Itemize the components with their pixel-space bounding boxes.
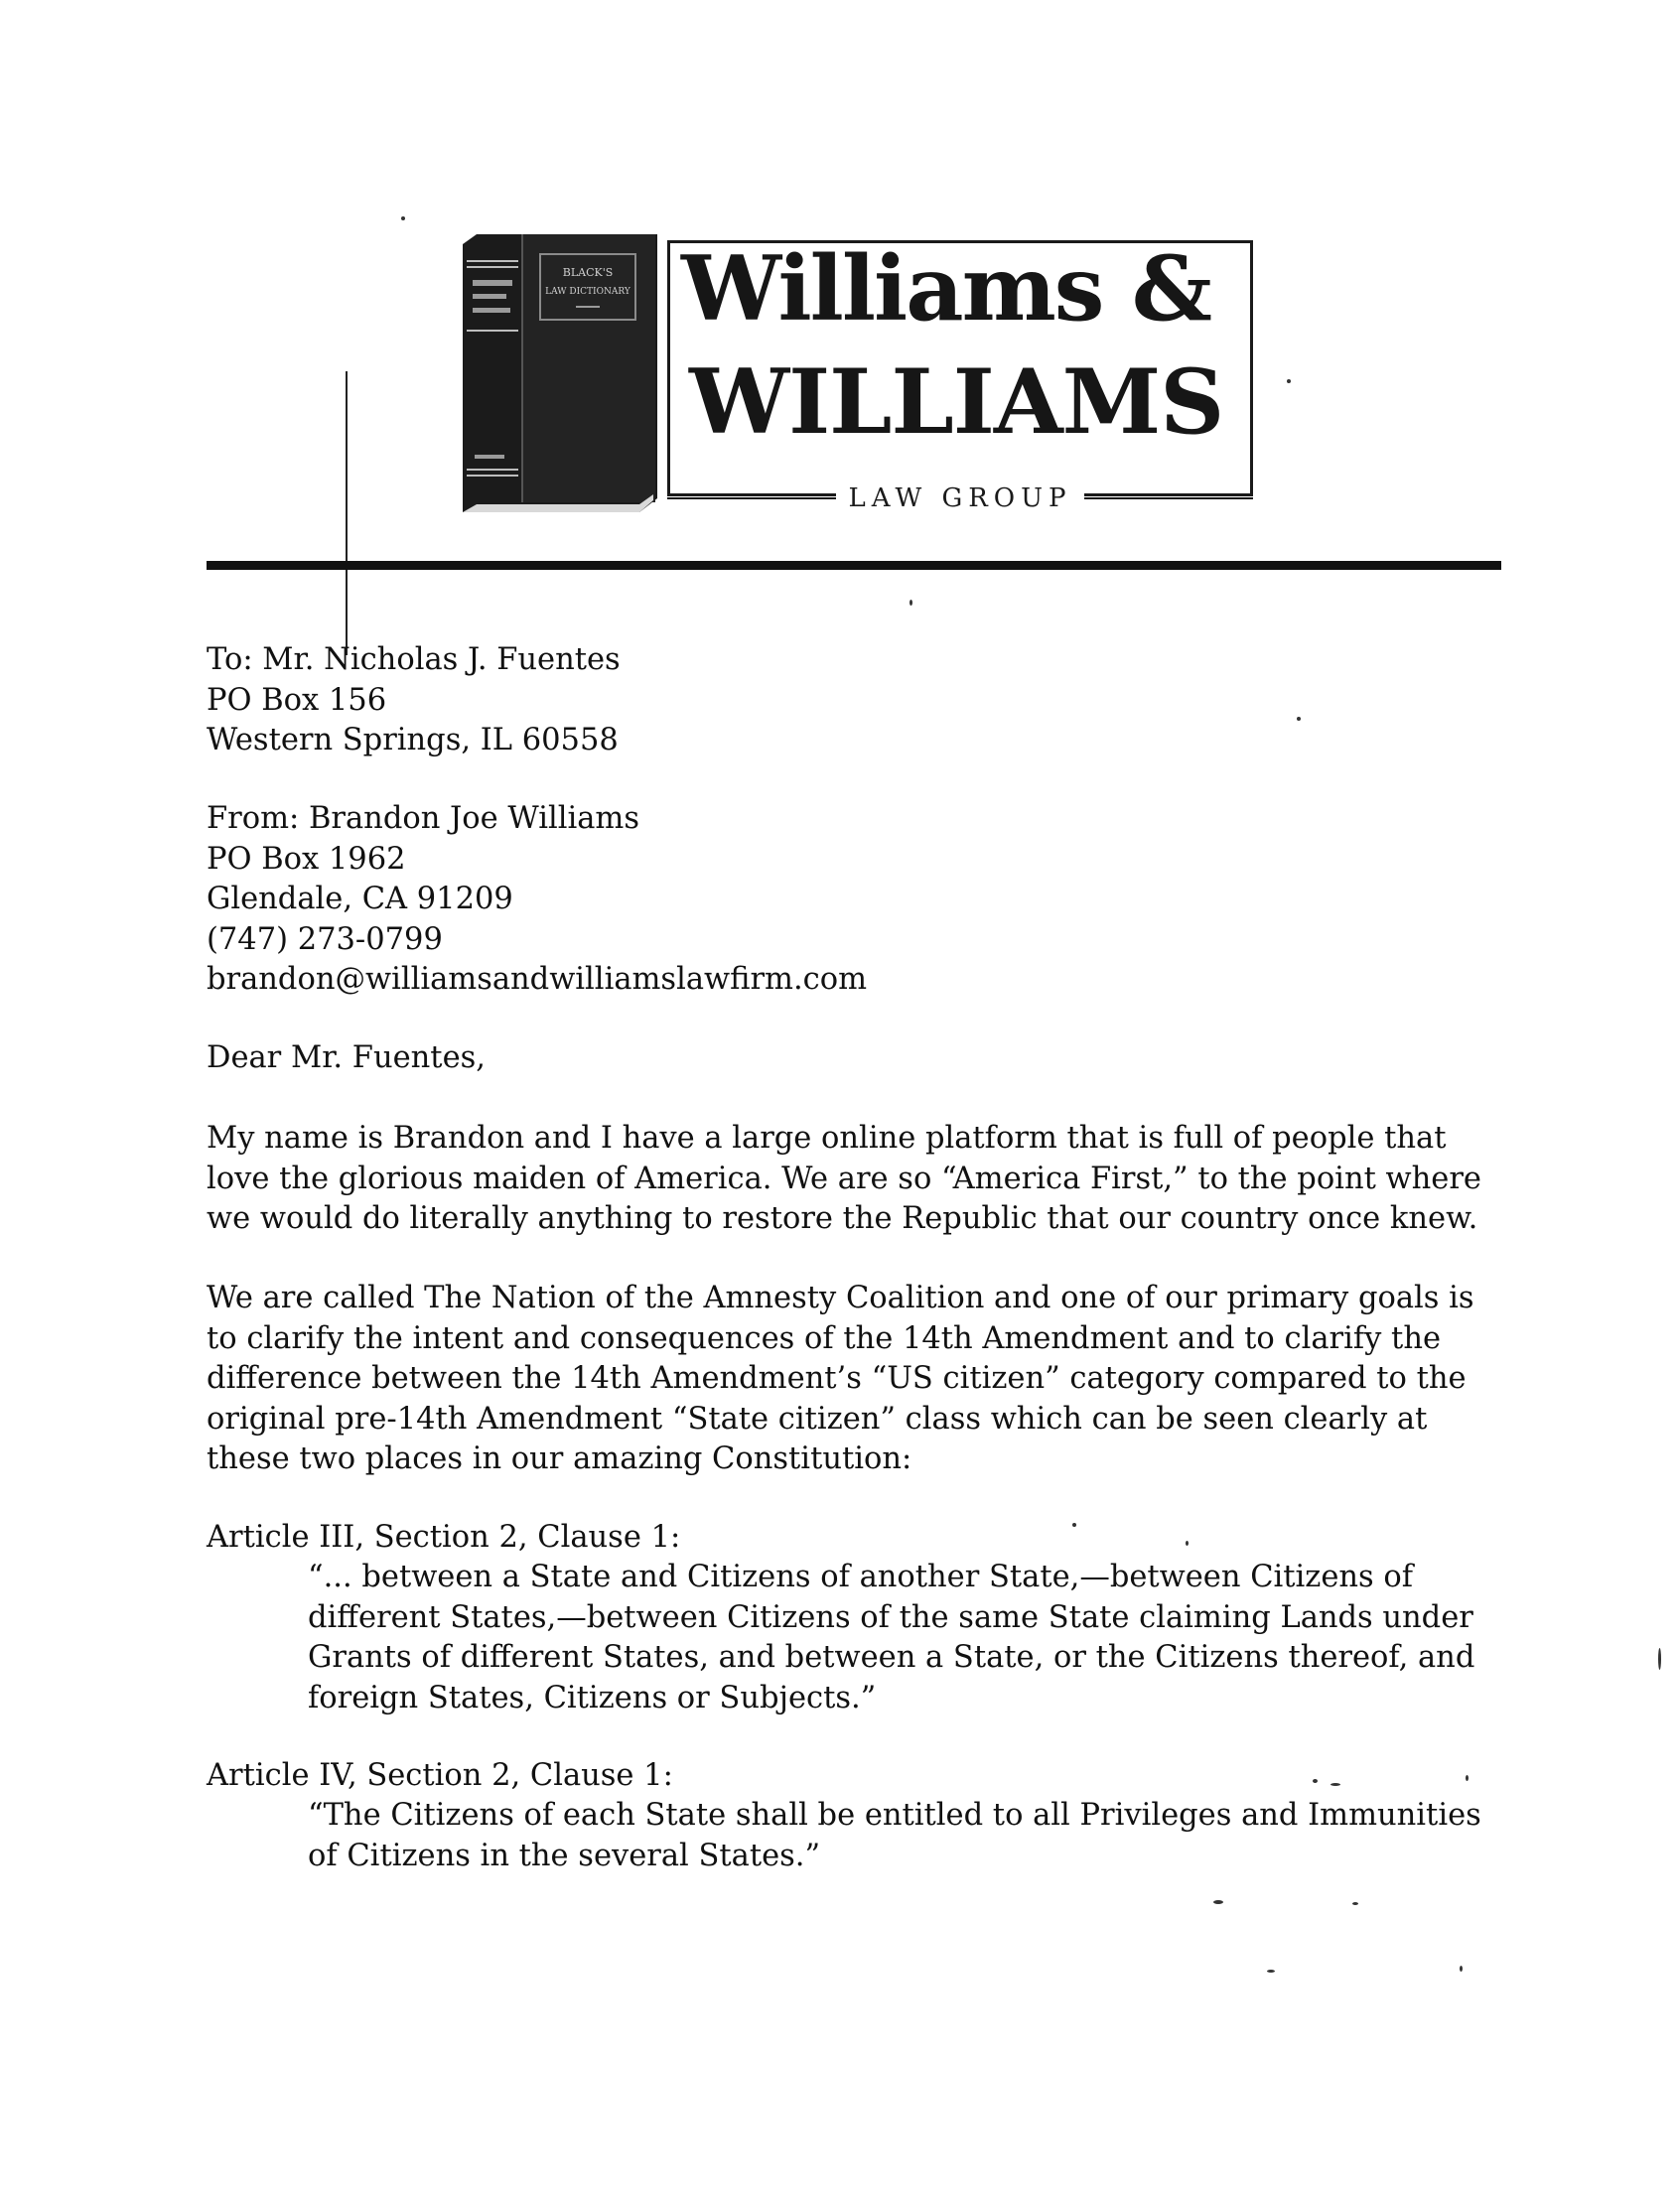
paragraph-line: to clarify the intent and consequences of the 14th Amendment and to clarify the [207,1320,1442,1356]
subtitle-rule-left [667,497,836,499]
quote-line: Grants of different States, and between a State, or the Citizens thereof, and [308,1640,1475,1675]
scan-speck [1658,1648,1661,1670]
quote-line: “... between a State and Citizens of another State,—between Citizens of [308,1560,1414,1594]
scan-speck [910,600,912,606]
scan-speck [1186,1541,1189,1546]
law-book-icon [459,230,657,512]
scan-line-mark [346,371,348,655]
salutation [207,1038,486,1079]
recipient-line: PO Box 156 [207,682,387,718]
sender-line: From: Brandon Joe Williams [207,801,639,836]
sender-line: Glendale, CA 91209 [207,882,513,916]
firm-name-line2: WILLIAMS [689,349,1224,455]
paragraph-line: we would do literally anything to restore the Republic that our country once knew. [207,1201,1478,1236]
firm-subtitle-row [667,479,1253,518]
citation-heading: Article IV, Section 2, Clause 1: [207,1758,673,1793]
recipient-line: To: Mr. Nicholas J. Fuentes [207,642,621,677]
paragraph-line: love the glorious maiden of America. We are so “America First,” to the point where [207,1161,1481,1196]
scan-speck [1330,1783,1340,1786]
citation-1-heading [207,1518,680,1559]
paragraph-line: original pre-14th Amendment “State citizen” class which can be seen clearly at [207,1401,1428,1437]
scan-speck [1313,1779,1318,1783]
quote-line: of Citizens in the several States.” [308,1838,821,1873]
citation-1-quote [308,1558,1499,1718]
firm-subtitle: LAW GROUP [836,483,1083,513]
scan-speck [1287,379,1291,383]
sender-line: (747) 273-0799 [207,921,443,957]
paragraph-line: difference between the 14th Amendment’s “US citizen” category compared to the [207,1361,1467,1396]
scan-speck [1466,1775,1469,1781]
quote-line: “The Citizens of each State shall be entitled to all Privileges and Immunities [308,1798,1481,1833]
scan-speck [1297,717,1301,721]
scan-speck [401,216,405,220]
sender-address [207,799,867,1001]
quote-line: foreign States, Citizens or Subjects.” [308,1680,877,1715]
sender-line: PO Box 1962 [207,841,406,877]
quote-line: different States,—between Citizens of the same State claiming Lands under [308,1599,1473,1635]
citation-2-quote [308,1796,1499,1876]
firm-name-line1: Williams & [681,236,1211,342]
scan-speck [1267,1970,1275,1973]
recipient-line: Western Springs, IL 60558 [207,723,619,757]
salutation-text: Dear Mr. Fuentes, [207,1040,486,1075]
scan-speck [1072,1523,1076,1527]
book-title-line1: BLACK'S [562,266,614,279]
scan-speck [1352,1902,1358,1905]
body-paragraph-2 [207,1279,1497,1480]
citation-2-heading [207,1756,673,1797]
paragraph-line: My name is Brandon and I have a large online platform that is full of people that [207,1121,1447,1156]
body-paragraph-1 [207,1119,1497,1240]
book-title-line2: LAW DICTIONARY [545,287,630,297]
paragraph-line: We are called The Nation of the Amnesty Coalition and one of our primary goals is [207,1281,1474,1315]
subtitle-rule-right [1084,497,1253,499]
sender-email: brandon@williamsandwilliamslawfirm.com [207,962,868,997]
scan-speck [1460,1966,1463,1972]
letterhead-divider [207,561,1501,570]
citation-heading: Article III, Section 2, Clause 1: [207,1520,681,1555]
letterhead-logo [459,222,1259,516]
recipient-address [207,640,621,761]
scan-speck [1213,1900,1223,1904]
paragraph-line: these two places in our amazing Constitution: [207,1441,912,1476]
